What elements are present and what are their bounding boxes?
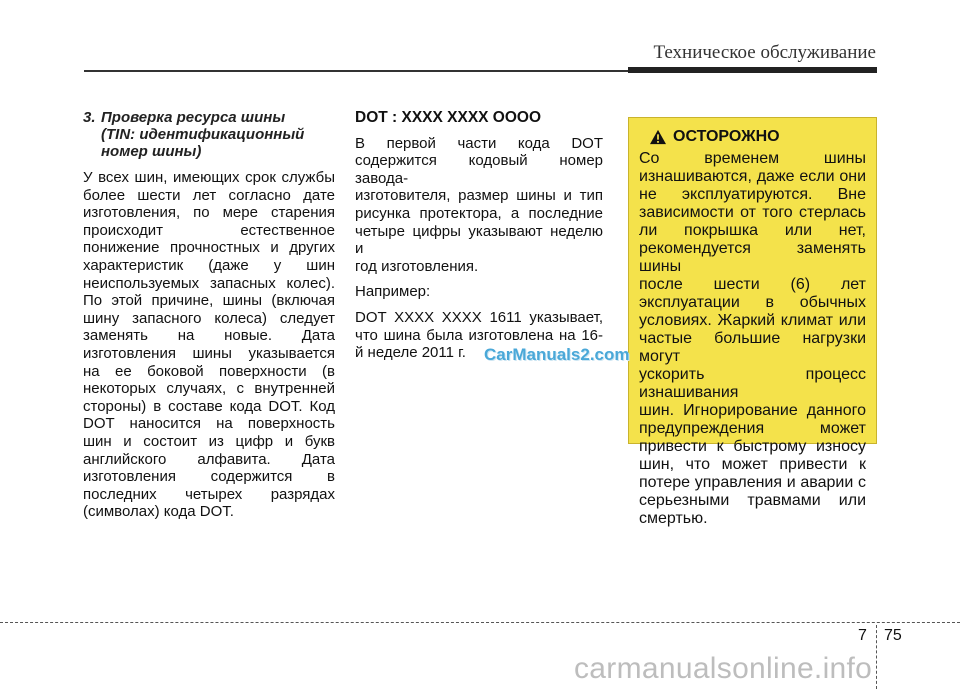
warning-header (639, 128, 866, 146)
body-line: DOT наносится на поверхность (83, 415, 335, 433)
watermark-carmanuals2: CarManuals2.com (484, 345, 630, 364)
warning-line: серьезными травмами или (639, 492, 866, 509)
body-line: DOT XXXX XXXX 1611 указывает, (355, 308, 603, 326)
footer-vertical-divider (876, 625, 877, 689)
warning-line: эксплуатации в обычных (639, 294, 866, 311)
body-line: содержится кодовый номер завода- (355, 152, 603, 187)
section-title-line: Проверка ресурса шины (101, 109, 286, 126)
body-line: У всех шин, имеющих срок службы (83, 169, 335, 186)
body-line: английского алфавита. Дата (83, 450, 335, 468)
warning-line: после шести (6) лет (639, 276, 866, 293)
body-line: понижение прочностных и других (83, 239, 335, 257)
body-line: В первой части кода DOT (355, 134, 603, 152)
body-line: изготовления шины указывается (83, 344, 335, 362)
body-line: на ее боковой поверхности (в (83, 362, 335, 380)
body-line: стороны) в составе кода DOT. Код (83, 397, 335, 415)
watermark-carmanualsonline: carmanualsonline.info (574, 652, 873, 685)
body-line: некоторых случаях, с внутренней (83, 380, 335, 398)
body-line: год изготовления. (355, 257, 479, 275)
warning-line: изнашиваются, даже если они (639, 168, 866, 185)
body-line: происходит естественное (83, 221, 335, 239)
body-line: изготовления, по мере старения (83, 204, 335, 222)
body-line: четыре цифры указывают неделю и (355, 222, 603, 258)
body-line: неиспользуемых запасных колес). (83, 274, 335, 292)
warning-line: потере управления и аварии с (639, 474, 866, 491)
section-title-line: номер шины) (101, 143, 202, 160)
warning-box (628, 117, 877, 527)
warning-line: частые большие нагрузки могут (639, 330, 866, 365)
left-column (83, 109, 335, 521)
body-line: (символах) кода DOT. (83, 503, 234, 521)
chapter-number: 7 (858, 627, 867, 644)
warning-line: шин. Игнорирование данного (639, 402, 866, 419)
warning-line: ускорить процесс изнашивания (639, 366, 866, 401)
body-line: изготовителя, размер шины и тип (355, 187, 603, 205)
warning-line: зависимости от того стерлась (639, 204, 866, 221)
body-line: заменять на новые. Дата (83, 327, 335, 345)
footer-divider (0, 622, 960, 623)
body-line: шину запасного колеса) следует (83, 309, 335, 327)
warning-title: ОСТОРОЖНО (673, 128, 780, 145)
warning-text (639, 150, 866, 528)
body-line: изготовления содержится в (83, 468, 335, 486)
warning-line: Со временем шины (639, 150, 866, 167)
left-body-text (83, 169, 335, 521)
page-header-title: Техническое обслуживание (653, 42, 876, 63)
warning-line: предупреждения может (639, 420, 866, 437)
body-line: По этой причине, шины (включая (83, 292, 335, 310)
warning-line: шин, что может привести к (639, 456, 866, 473)
warning-line: рекомендуется заменять шины (639, 240, 866, 275)
body-line: шин и состоит из цифр и букв (83, 432, 335, 450)
warning-line: привести к быстрому износу (639, 438, 866, 455)
body-line: более шести лет согласно дате (83, 186, 335, 204)
warning-line: ли покрышка или нет, (639, 222, 866, 239)
section-number: 3. (83, 109, 96, 126)
body-line: последних четырех разрядах (83, 485, 335, 503)
header-rule (84, 70, 628, 72)
dot-explanation-paragraph (355, 135, 603, 276)
body-line: что шина была изготовлена на 16- (355, 326, 603, 344)
page-number: 75 (884, 627, 902, 644)
header-rule-accent (628, 67, 877, 73)
section-title (83, 109, 335, 160)
section-title-line: (TIN: идентификационный (101, 126, 305, 143)
warning-triangle-icon (649, 129, 667, 145)
example-label: Например: (355, 283, 431, 301)
middle-column (355, 109, 603, 370)
dot-code-heading: DOT : XXXX XXXX OOOO (355, 109, 542, 126)
body-line: й неделе 2011 г. (355, 344, 466, 362)
body-line: рисунка протектора, а последние (355, 204, 603, 222)
warning-line: смертью. (639, 510, 708, 527)
warning-line: условиях. Жаркий климат или (639, 312, 866, 329)
warning-line: не эксплуатируются. Вне (639, 186, 866, 203)
body-line: характеристик (даже у шин (83, 256, 335, 274)
